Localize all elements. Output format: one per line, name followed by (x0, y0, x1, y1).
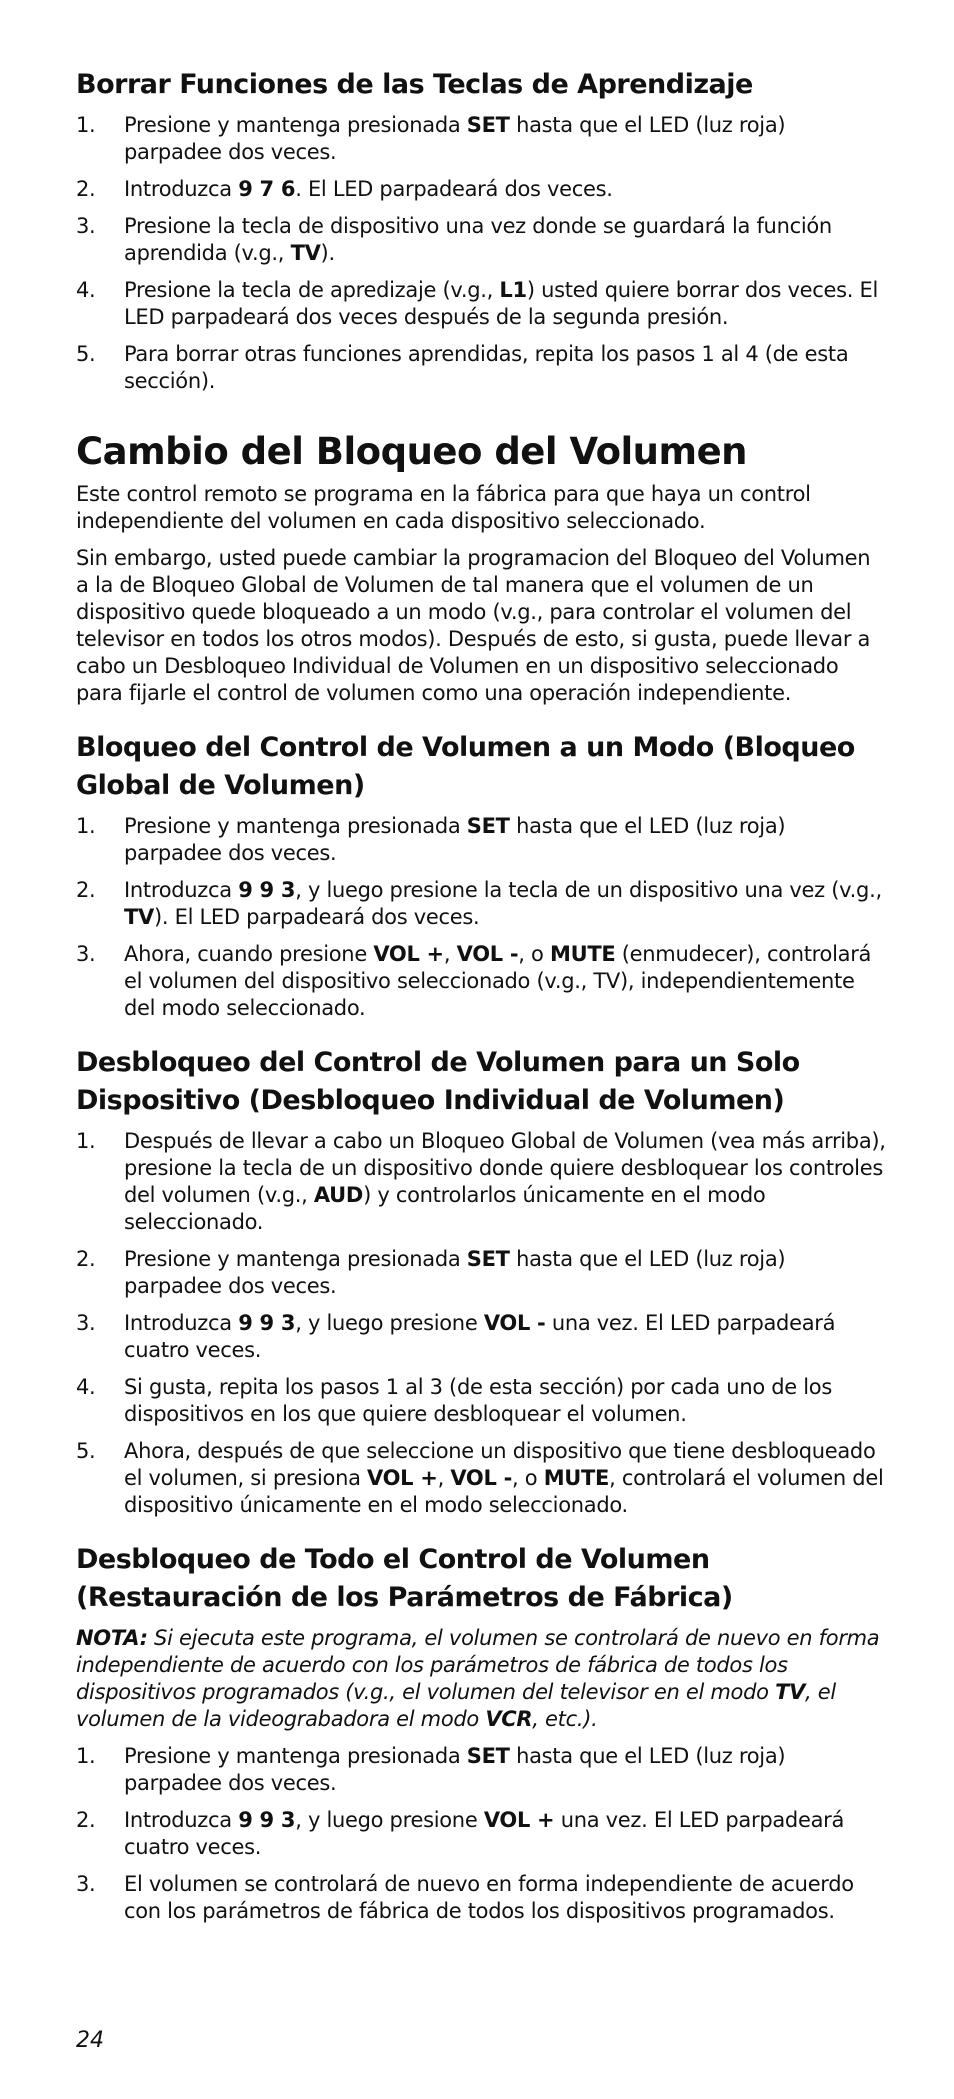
list-item: 4. Si gusta, repita los pasos 1 al 3 (de esta sección) por cada uno de los dispositivos en los que quiere desbloquear el volumen. (76, 1375, 832, 1426)
list-item: 3. Presione la tecla de dispositivo una vez donde se guardará la función aprendida (v.g., TV). (76, 214, 832, 265)
list-item: 2. Introduzca 9 9 3, y luego presione la tecla de un dispositivo una vez (v.g., TV). El LED parpadeará dos veces. (76, 878, 882, 929)
list-item: 1. Presione y mantenga presionada SET hasta que el LED (luz roja) parpadee dos veces. (76, 814, 786, 865)
step-number: 3. (76, 214, 96, 238)
step-number: 1. (76, 814, 96, 838)
step-number: 1. (76, 1744, 96, 1768)
manual-page (76, 66, 886, 1935)
step-number: 5. (76, 342, 96, 366)
steps-borrar-funciones (76, 112, 886, 395)
step-number: 2. (76, 1808, 96, 1832)
step-number: 5. (76, 1439, 96, 1463)
heading-desbloqueo-todo: Desbloqueo de Todo el Control de Volumen (Restauración de los Parámetros de Fábrica) (76, 1544, 733, 1613)
list-item: 1. Presione y mantenga presionada SET hasta que el LED (luz roja) parpadee dos veces. (76, 1744, 786, 1795)
list-item: 2. Introduzca 9 9 3, y luego presione VOL + una vez. El LED parpadeará cuatro veces. (76, 1808, 845, 1859)
list-item: 2. Introduzca 9 7 6. El LED parpadeará dos veces. (76, 177, 613, 201)
page-number: 24 (76, 2028, 104, 2053)
heading-bloqueo-global: Bloqueo del Control de Volumen a un Modo (Bloqueo Global de Volumen) (76, 732, 855, 801)
list-item: 3. El volumen se controlará de nuevo en forma independiente de acuerdo con los parámetros de fábrica de todos los dispositivos programados. (76, 1872, 854, 1923)
heading-desbloqueo-individual: Desbloqueo del Control de Volumen para un Solo Dispositivo (Desbloqueo Individual de Volumen) (76, 1047, 800, 1116)
list-item: 4. Presione la tecla de apredizaje (v.g., L1) usted quiere borrar dos veces. El LED parpadeará dos veces después de la segunda presión. (76, 278, 879, 329)
step-number: 2. (76, 1247, 96, 1271)
list-item: 3. Introduzca 9 9 3, y luego presione VOL - una vez. El LED parpadeará cuatro veces. (76, 1311, 836, 1362)
list-item: 1. Después de llevar a cabo un Bloqueo Global de Volumen (vea más arriba), presione la tecla de un dispositivo donde quiere desbloquear los controles del volumen (v.g., AUD) y controlarlos únicamente en el modo seleccionado. (76, 1129, 886, 1234)
list-item: 3. Ahora, cuando presione VOL +, VOL -, o MUTE (enmudecer), controlará el volumen del dispositivo seleccionado (v.g., TV), independientemente del modo seleccionado. (76, 942, 872, 1020)
list-item: 2. Presione y mantenga presionada SET hasta que el LED (luz roja) parpadee dos veces. (76, 1247, 786, 1298)
steps-desbloqueo-individual (76, 1128, 886, 1519)
step-number: 1. (76, 1129, 96, 1153)
step-number: 2. (76, 878, 96, 902)
heading-borrar-funciones: Borrar Funciones de las Teclas de Aprendizaje (76, 69, 753, 100)
step-number: 1. (76, 113, 96, 137)
step-number: 2. (76, 177, 96, 201)
step-number: 4. (76, 278, 96, 302)
list-item: 5. Para borrar otras funciones aprendidas, repita los pasos 1 al 4 (de esta sección). (76, 342, 849, 393)
list-item: 1. Presione y mantenga presionada SET hasta que el LED (luz roja) parpadee dos veces. (76, 113, 786, 164)
intro-paragraph-1: Este control remoto se programa en la fábrica para que haya un control independiente del volumen en cada dispositivo seleccionado. (76, 482, 811, 533)
step-number: 4. (76, 1375, 96, 1399)
heading-cambio-bloqueo-volumen: Cambio del Bloqueo del Volumen (76, 430, 747, 473)
intro-paragraph-2: Sin embargo, usted puede cambiar la programacion del Bloqueo del Volumen a la de Bloqueo Global de Volumen de tal manera que el volumen de un dispositivo quede bloqueado a un modo (v.g., para controlar el volumen del televisor en todos los otros modos). Después de esto, si gusta, puede llevar a cabo un Desbloqueo Individual de Volumen en un dispositivo seleccionado para fijarle el control de volumen como una operación independiente. (76, 546, 871, 705)
steps-bloqueo-global (76, 813, 886, 1022)
note-paragraph: NOTA: Si ejecuta este programa, el volumen se controlará de nuevo en forma independiente de acuerdo con los parámetros de fábrica de todos los dispositivos programados (v.g., el volumen del televisor en el modo TV, el volumen de la videograbadora el modo VCR, etc.). (76, 1626, 880, 1731)
step-number: 3. (76, 942, 96, 966)
steps-desbloqueo-todo (76, 1743, 886, 1925)
step-number: 3. (76, 1872, 96, 1896)
step-number: 3. (76, 1311, 96, 1335)
list-item: 5. Ahora, después de que seleccione un dispositivo que tiene desbloqueado el volumen, si presiona VOL +, VOL -, o MUTE, controlará el volumen del dispositivo únicamente en el modo seleccionado. (76, 1439, 884, 1517)
